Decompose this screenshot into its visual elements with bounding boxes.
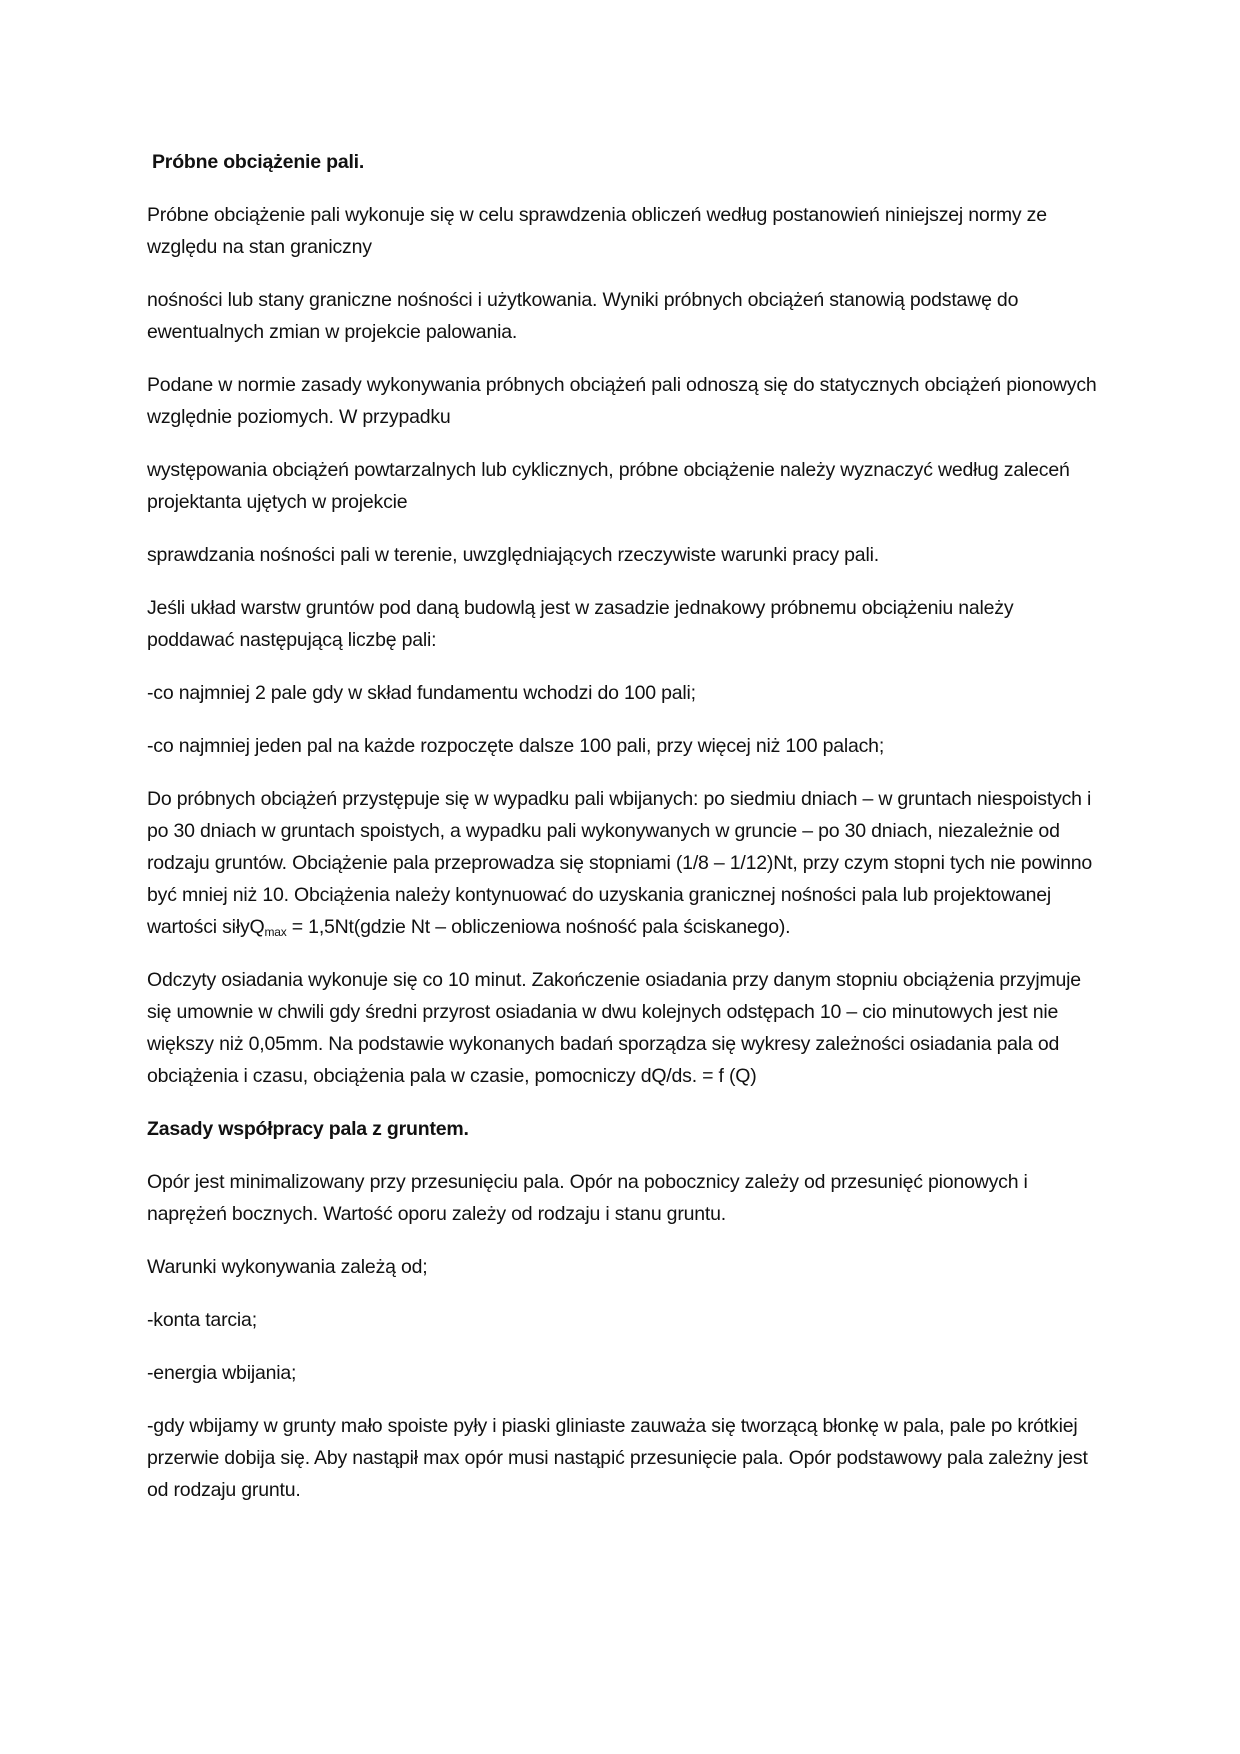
- list-item-2: -co najmniej jeden pal na każde rozpoczęte dalsze 100 pali, przy więcej niż 100 palach;: [147, 735, 885, 757]
- document-page: [147, 146, 1097, 1527]
- paragraph-1: Próbne obciążenie pali wykonuje się w celu sprawdzenia obliczeń według postanowień niniejszej normy ze względu na stan graniczny: [147, 204, 1047, 258]
- paragraph-11: Opór jest minimalizowany przy przesunięciu pala. Opór na pobocznicy zależy od przesunięć pionowych i naprężeń bocznych. Wartość oporu zależy od rodzaju i stanu gruntu.: [147, 1171, 1028, 1225]
- list-item-4: -energia wbijania;: [147, 1362, 297, 1384]
- paragraph-9-text-a: Do próbnych obciążeń przystępuje się w wypadku pali wbijanych: po siedmiu dniach – w gruntach niespoistych i po 30 dniach w gruntach spoistych, a wypadku pali wykonywanych w gruncie – po 30 dniach, niezależnie od rodzaju gruntów. Obciążenie pala przeprowadza się stopniami (1/8 – 1/12)Nt, przy czym stopni tych nie powinno być mniej niż 10. Obciążenia należy kontynuować do uzyskania granicznej nośności pala lub projektowanej wartości siłyQ: [147, 788, 1093, 938]
- paragraph-9: [147, 783, 1097, 943]
- heading-pile-soil-interaction: Zasady współpracy pala z gruntem.: [147, 1118, 469, 1140]
- paragraph-3: Podane w normie zasady wykonywania próbnych obciążeń pali odnoszą się do statycznych obciążeń pionowych względnie poziomych. W przypadku: [147, 374, 1097, 428]
- list-item-3: -konta tarcia;: [147, 1309, 257, 1331]
- paragraph-5: sprawdzania nośności pali w terenie, uwzględniających rzeczywiste warunki pracy pali.: [147, 544, 879, 566]
- paragraph-2: nośności lub stany graniczne nośności i użytkowania. Wyniki próbnych obciążeń stanowią podstawę do ewentualnych zmian w projekcie palowania.: [147, 289, 1019, 343]
- list-item-1: -co najmniej 2 pale gdy w skład fundamentu wchodzi do 100 pali;: [147, 682, 696, 704]
- paragraph-6: Jeśli układ warstw gruntów pod daną budowlą jest w zasadzie jednakowy próbnemu obciążeniu należy poddawać następującą liczbę pali:: [147, 597, 1014, 651]
- paragraph-12: Warunki wykonywania zależą od;: [147, 1256, 428, 1278]
- heading-test-loading: Próbne obciążenie pali.: [152, 151, 365, 173]
- paragraph-9-text-b: = 1,5Nt(gdzie Nt – obliczeniowa nośność pala ściskanego).: [286, 916, 791, 938]
- list-item-5: -gdy wbijamy w grunty mało spoiste pyły i piaski gliniaste zauważa się tworzącą błonkę w pala, pale po krótkiej przerwie dobija się. Aby nastąpił max opór musi nastąpić przesunięcie pala. Opór podstawowy pala zależny jest od rodzaju gruntu.: [147, 1415, 1088, 1501]
- paragraph-4: występowania obciążeń powtarzalnych lub cyklicznych, próbne obciążenie należy wyznaczyć według zaleceń projektanta ujętych w projekcie: [147, 459, 1070, 513]
- paragraph-10: Odczyty osiadania wykonuje się co 10 minut. Zakończenie osiadania przy danym stopniu obciążenia przyjmuje się umownie w chwili gdy średni przyrost osiadania w dwu kolejnych odstępach 10 – cio minutowych jest nie większy niż 0,05mm. Na podstawie wykonanych badań sporządza się wykresy zależności osiadania pala od obciążenia i czasu, obciążenia pala w czasie, pomocniczy dQ/ds. = f (Q): [147, 969, 1081, 1087]
- subscript-max: max: [264, 925, 287, 939]
